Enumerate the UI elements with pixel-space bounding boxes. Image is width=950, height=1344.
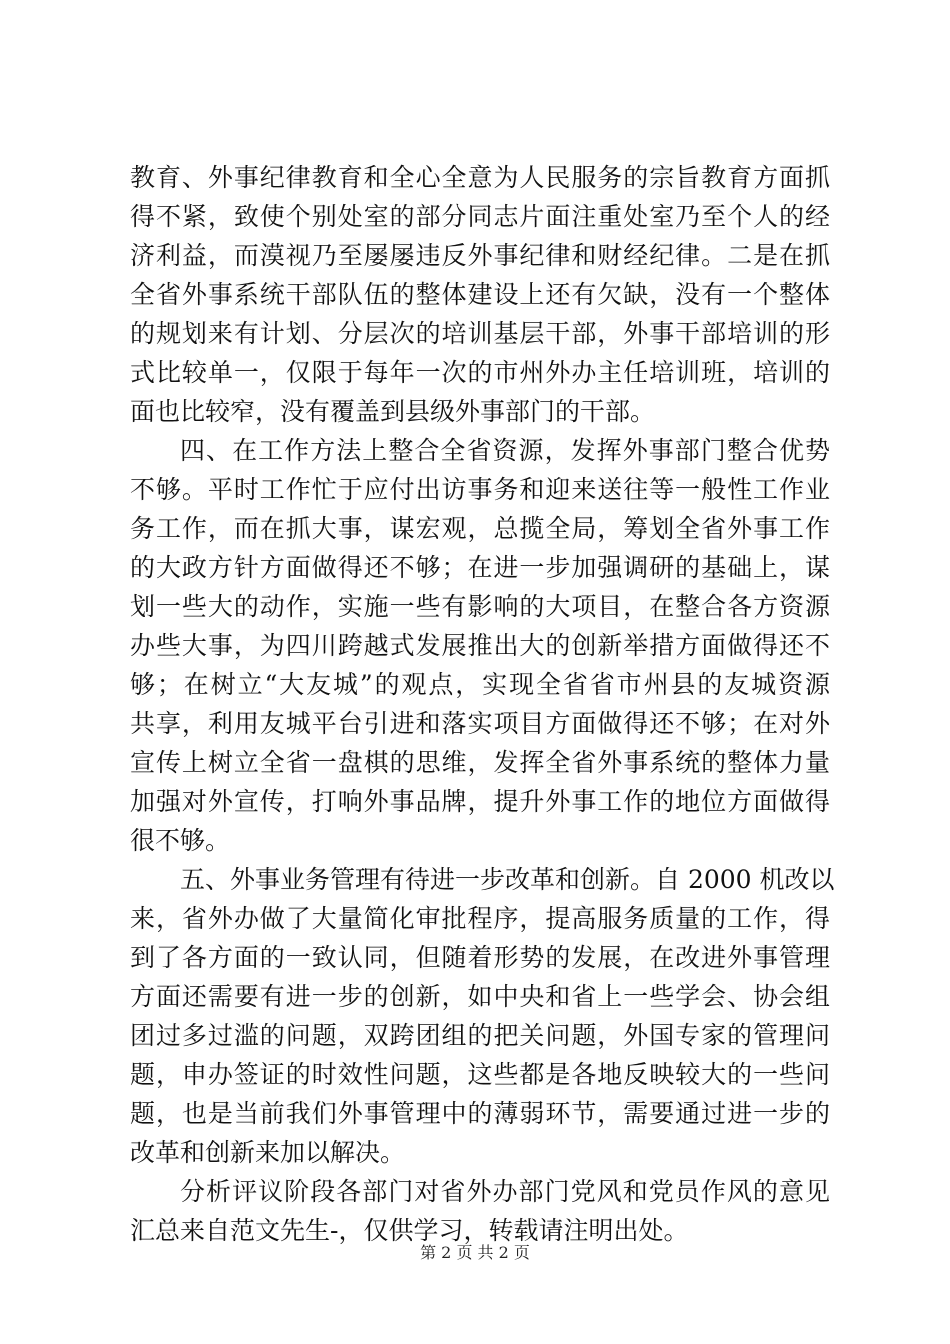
text-line: 宣传上树立全省一盘棋的思维，发挥全省外事系统的整体力量: [130, 748, 830, 777]
text-line: 共享，利用友城平台引进和落实项目方面做得还不够；在对外: [130, 709, 830, 738]
text-line: 面也比较窄，没有覆盖到县级外事部门的干部。: [130, 397, 656, 426]
text-line: 汇总来自范文先生-，仅供学习，转载请注明出处。: [130, 1216, 689, 1245]
text-line: 改革和创新来加以解决。: [130, 1138, 406, 1167]
text-line: 来，省外办做了大量简化审批程序，提高服务质量的工作，得: [130, 904, 830, 933]
text-line: 的大政方针方面做得还不够；在进一步加强调研的基础上，谋: [130, 553, 830, 582]
text-line: 团过多过滥的问题，双跨团组的把关问题，外国专家的管理问: [130, 1021, 830, 1050]
text-line: 全省外事系统干部队伍的整体建设上还有欠缺，没有一个整体: [130, 280, 830, 309]
text-line: 四、在工作方法上整合全省资源，发挥外事部门整合优势: [180, 436, 830, 465]
text-line: 的规划来有计划、分层次的培训基层干部，外事干部培训的形: [130, 319, 830, 348]
text-line: 式比较单一，仅限于每年一次的市州外办主任培训班，培训的: [130, 358, 830, 387]
text-line: 题，申办签证的时效性问题，这些都是各地反映较大的一些问: [130, 1060, 830, 1089]
text-line: 分析评议阶段各部门对省外办部门党风和党员作风的意见: [180, 1177, 830, 1206]
text-line: 很不够。: [130, 826, 231, 855]
page-footer: 第 2 页 共 2 页: [420, 1243, 530, 1262]
text-line: 教育、外事纪律教育和全心全意为人民服务的宗旨教育方面抓: [130, 163, 830, 192]
text-line: 到了各方面的一致认同，但随着形势的发展，在改进外事管理: [130, 943, 830, 972]
document-body: [130, 158, 835, 1250]
text-line: 够；在树立“大友城”的观点，实现全省省市州县的友城资源: [130, 670, 830, 699]
text-line: 务工作，而在抓大事，谋宏观，总揽全局，筹划全省外事工作: [130, 514, 830, 543]
text-line: 方面还需要有进一步的创新，如中央和省上一些学会、协会组: [130, 982, 830, 1011]
text-line: 加强对外宣传，打响外事品牌，提升外事工作的地位方面做得: [130, 787, 830, 816]
text-line: 题，也是当前我们外事管理中的薄弱环节，需要通过进一步的: [130, 1099, 830, 1128]
text-line: 五、外事业务管理有待进一步改革和创新。自 2000 机改以: [180, 865, 835, 894]
text-line: 济利益，而漠视乃至屡屡违反外事纪律和财经纪律。二是在抓: [130, 241, 830, 270]
text-line: 得不紧，致使个别处室的部分同志片面注重处室乃至个人的经: [130, 202, 830, 231]
text-line: 划一些大的动作，实施一些有影响的大项目，在整合各方资源: [130, 592, 830, 621]
text-line: 不够。平时工作忙于应付出访事务和迎来送往等一般性工作业: [130, 475, 830, 504]
text-line: 办些大事，为四川跨越式发展推出大的创新举措方面做得还不: [130, 631, 830, 660]
